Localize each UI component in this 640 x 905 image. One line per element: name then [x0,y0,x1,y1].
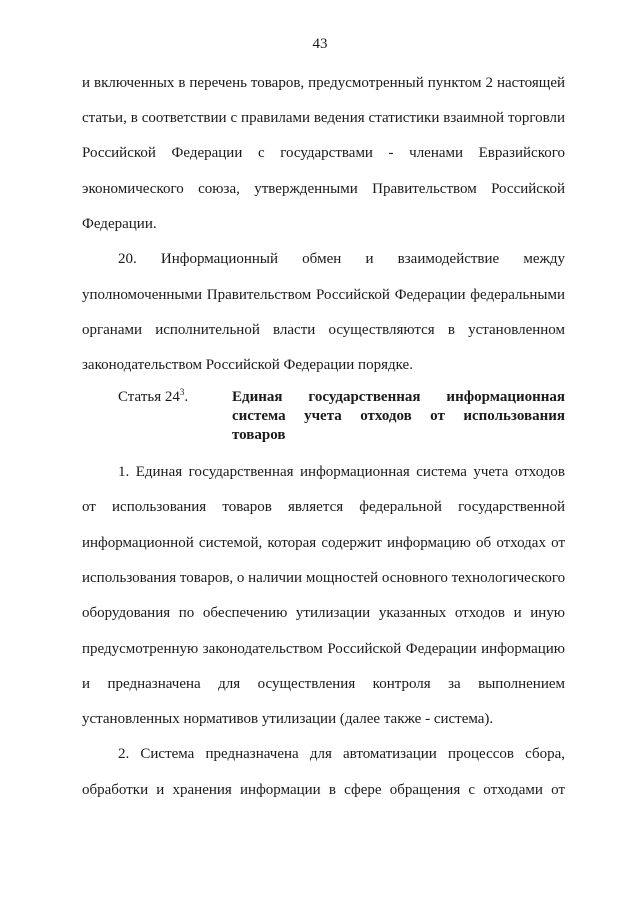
article-superscript: 3 [179,387,185,397]
text-line: использования товаров, о наличии мощностей основного технологического [82,570,566,586]
text-line: и предназначена для осуществления контроля за выполнением [82,676,565,692]
text-line: 1. Единая государственная информационная система учета отходов [118,464,565,480]
text-line: и включенных в перечень товаров, предусмотренный пунктом 2 настоящей [82,75,565,91]
text-line: статьи, в соответствии с правилами ведения статистики взаимной торговли [82,110,565,126]
text-line: органами исполнительной власти осуществляются в установленном [82,322,565,338]
text-line: Российской Федерации с государствами - членами Евразийского [82,145,565,161]
article-label [118,387,188,407]
text-line: обработки и хранения информации в сфере обращения с отходами от [82,782,565,798]
text-line: установленных нормативов утилизации (далее также - система). [82,711,494,727]
text-line: предусмотренную законодательством Российской Федерации информацию [82,641,565,657]
article-title-line: товаров [232,427,286,443]
page-number: 43 [312,36,328,52]
text-line: от использования товаров является федеральной государственной [82,499,565,515]
text-line: уполномоченными Правительством Российской Федерации федеральными [82,287,565,303]
text-line: информационной системой, которая содержит информацию об отходах от [82,535,565,551]
text-line: законодательством Российской Федерации порядке. [82,357,413,373]
text-line: 20. Информационный обмен и взаимодействие между [118,251,565,267]
article-label-suffix: . [184,389,189,405]
article-title-line: Единая государственная информационная [232,389,565,405]
article-title-line: система учета отходов от использования [232,408,565,424]
text-line: 2. Система предназначена для автоматизации процессов сбора, [118,746,565,762]
article-label-text: Статья 24 [118,389,180,405]
text-line: экономического союза, утвержденными Правительством Российской [82,181,565,197]
text-line: Федерации. [82,216,157,232]
text-line: оборудования по обеспечению утилизации указанных отходов и иную [82,605,565,621]
